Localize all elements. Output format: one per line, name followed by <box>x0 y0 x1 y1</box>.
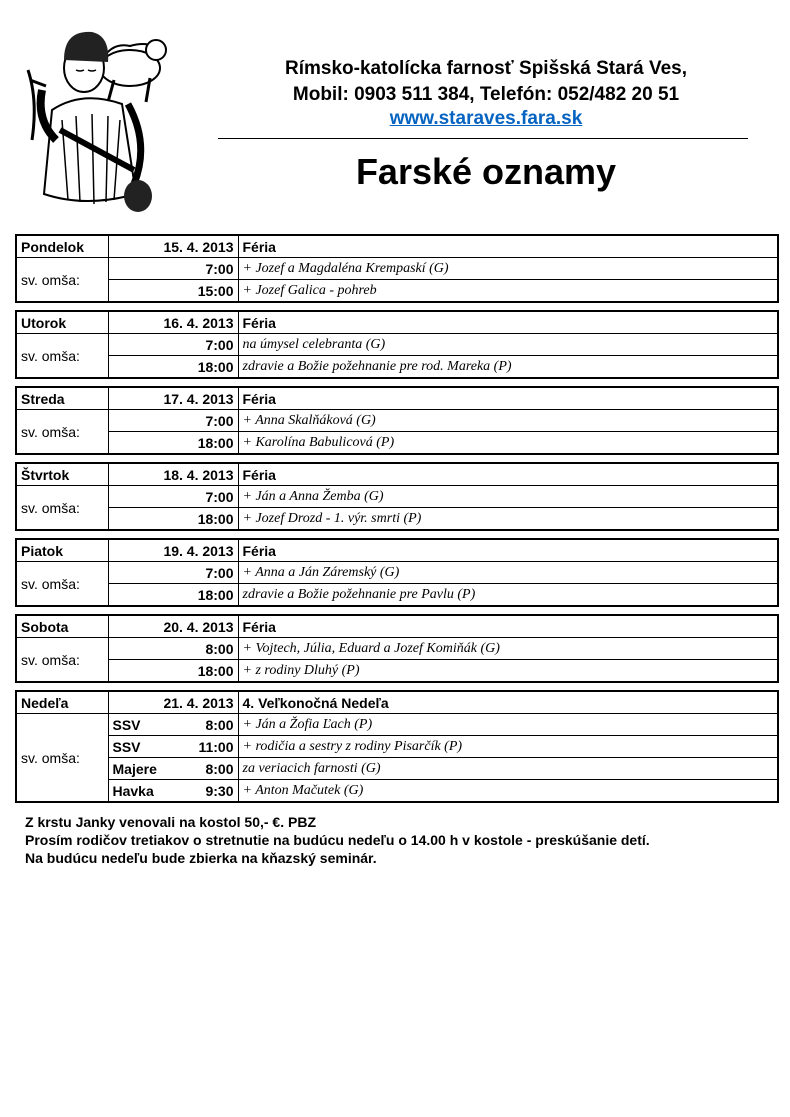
mass-row <box>16 562 778 584</box>
day-feast: Féria <box>238 463 778 486</box>
mass-row <box>16 410 778 432</box>
mass-time: 18:00 <box>197 510 234 527</box>
day-feast: Féria <box>238 235 778 258</box>
day-date: 20. 4. 2013 <box>108 615 238 638</box>
good-shepherd-logo <box>22 20 172 220</box>
day-date: 16. 4. 2013 <box>108 311 238 334</box>
day-feast: Féria <box>238 311 778 334</box>
mass-time-cell <box>108 508 238 531</box>
mass-row <box>16 758 778 780</box>
mass-row <box>16 280 778 303</box>
mass-time-cell <box>108 714 238 736</box>
day-name: Nedeľa <box>16 691 108 714</box>
day-header-row <box>16 539 778 562</box>
mass-time: 11:00 <box>198 738 234 755</box>
day-header-row <box>16 235 778 258</box>
mass-location: SSV <box>112 738 141 755</box>
mass-time-cell <box>108 780 238 803</box>
mass-row <box>16 714 778 736</box>
mass-row <box>16 432 778 455</box>
mass-row <box>16 508 778 531</box>
day-table <box>15 462 779 531</box>
mass-time-cell <box>108 660 238 683</box>
mass-intention: + Ján a Anna Žemba (G) <box>238 486 778 508</box>
mass-time: 7:00 <box>205 336 234 353</box>
announcement-line: Z krstu Janky venovali na kostol 50,- €. PBZ <box>25 814 316 830</box>
mass-location: Havka <box>112 782 154 799</box>
mass-intention: + Anna a Ján Záremský (G) <box>238 562 778 584</box>
announcement-line: Na budúcu nedeľu bude zbierka na kňazský seminár. <box>25 850 377 866</box>
mass-time-cell <box>108 258 238 280</box>
mass-row <box>16 356 778 379</box>
mass-location: SSV <box>112 716 141 733</box>
mass-label: sv. omša: <box>16 486 108 531</box>
day-table <box>15 386 779 455</box>
mass-time-cell <box>108 758 238 780</box>
day-table <box>15 690 779 803</box>
mass-intention: na úmysel celebranta (G) <box>238 334 778 356</box>
mass-row <box>16 486 778 508</box>
mass-label: sv. omša: <box>16 714 108 803</box>
mass-time-cell <box>108 584 238 607</box>
mass-time-cell <box>108 334 238 356</box>
day-feast: Féria <box>238 539 778 562</box>
mass-row <box>16 638 778 660</box>
mass-intention: + Jozef a Magdaléna Krempaskí (G) <box>238 258 778 280</box>
day-name: Utorok <box>16 311 108 334</box>
announcements <box>25 813 765 867</box>
mass-row <box>16 334 778 356</box>
mass-time: 7:00 <box>205 488 234 505</box>
parish-website-link[interactable]: www.staraves.fara.sk <box>389 108 583 129</box>
mass-time-cell <box>108 736 238 758</box>
mass-time: 18:00 <box>197 434 234 451</box>
mass-intention: + Ján a Žofia Ľach (P) <box>238 714 778 736</box>
mass-time-cell <box>108 280 238 303</box>
day-feast: Féria <box>238 615 778 638</box>
day-header-row <box>16 311 778 334</box>
mass-time-cell <box>108 562 238 584</box>
mass-label: sv. omša: <box>16 638 108 683</box>
mass-intention: + z rodiny Dluhý (P) <box>238 660 778 683</box>
parish-name: Rímsko-katolícka farnosť Spišská Stará Ves, <box>285 58 687 79</box>
mass-intention: zdravie a Božie požehnanie pre rod. Mareka (P) <box>238 356 778 379</box>
day-name: Streda <box>16 387 108 410</box>
mass-label: sv. omša: <box>16 258 108 303</box>
day-name: Štvrtok <box>16 463 108 486</box>
announcement-line: Prosím rodičov tretiakov o stretnutie na budúcu nedeľu o 14.00 h v kostole - preskúšanie detí. <box>25 832 650 848</box>
day-name: Sobota <box>16 615 108 638</box>
mass-intention: za veriacich farnosti (G) <box>238 758 778 780</box>
mass-row <box>16 780 778 803</box>
day-table <box>15 310 779 379</box>
mass-time: 7:00 <box>205 412 234 429</box>
day-date: 21. 4. 2013 <box>108 691 238 714</box>
mass-time-cell <box>108 638 238 660</box>
mass-time: 7:00 <box>205 260 234 277</box>
mass-time: 18:00 <box>197 586 234 603</box>
day-header-row <box>16 615 778 638</box>
mass-intention: + rodičia a sestry z rodiny Pisarčík (P) <box>238 736 778 758</box>
day-name: Pondelok <box>16 235 108 258</box>
day-date: 18. 4. 2013 <box>108 463 238 486</box>
mass-label: sv. omša: <box>16 562 108 607</box>
mass-time: 9:30 <box>205 782 234 799</box>
mass-row <box>16 258 778 280</box>
mass-time: 7:00 <box>205 564 234 581</box>
day-date: 19. 4. 2013 <box>108 539 238 562</box>
mass-intention: + Jozef Drozd - 1. výr. smrti (P) <box>238 508 778 531</box>
mass-time: 8:00 <box>205 760 234 777</box>
mass-time: 15:00 <box>197 282 234 299</box>
day-table <box>15 234 779 303</box>
mass-time: 8:00 <box>205 640 234 657</box>
mass-row <box>16 584 778 607</box>
day-feast: Féria <box>238 387 778 410</box>
day-header-row <box>16 691 778 714</box>
page-title: Farské oznamy <box>355 151 617 192</box>
mass-location: Majere <box>112 760 157 777</box>
mass-time: 18:00 <box>197 358 234 375</box>
day-feast: 4. Veľkonočná Nedeľa <box>238 691 778 714</box>
day-header-row <box>16 387 778 410</box>
mass-intention: zdravie a Božie požehnanie pre Pavlu (P) <box>238 584 778 607</box>
day-date: 17. 4. 2013 <box>108 387 238 410</box>
header-divider <box>218 138 748 139</box>
day-header-row <box>16 463 778 486</box>
parish-contact: Mobil: 0903 511 384, Telefón: 052/482 20 51 <box>292 84 680 105</box>
mass-time: 18:00 <box>197 662 234 679</box>
mass-row <box>16 660 778 683</box>
mass-label: sv. omša: <box>16 334 108 379</box>
mass-intention: + Anna Skalňáková (G) <box>238 410 778 432</box>
day-date: 15. 4. 2013 <box>108 235 238 258</box>
day-name: Piatok <box>16 539 108 562</box>
mass-time-cell <box>108 410 238 432</box>
mass-time: 8:00 <box>205 716 234 733</box>
mass-time-cell <box>108 356 238 379</box>
mass-intention: + Jozef Galica - pohreb <box>238 280 778 303</box>
mass-intention: + Anton Mačutek (G) <box>238 780 778 803</box>
day-table <box>15 614 779 683</box>
mass-intention: + Karolína Babulicová (P) <box>238 432 778 455</box>
mass-intention: + Vojtech, Júlia, Eduard a Jozef Komiňák (G) <box>238 638 778 660</box>
mass-time-cell <box>108 486 238 508</box>
mass-row <box>16 736 778 758</box>
day-table <box>15 538 779 607</box>
mass-time-cell <box>108 432 238 455</box>
mass-label: sv. omša: <box>16 410 108 455</box>
